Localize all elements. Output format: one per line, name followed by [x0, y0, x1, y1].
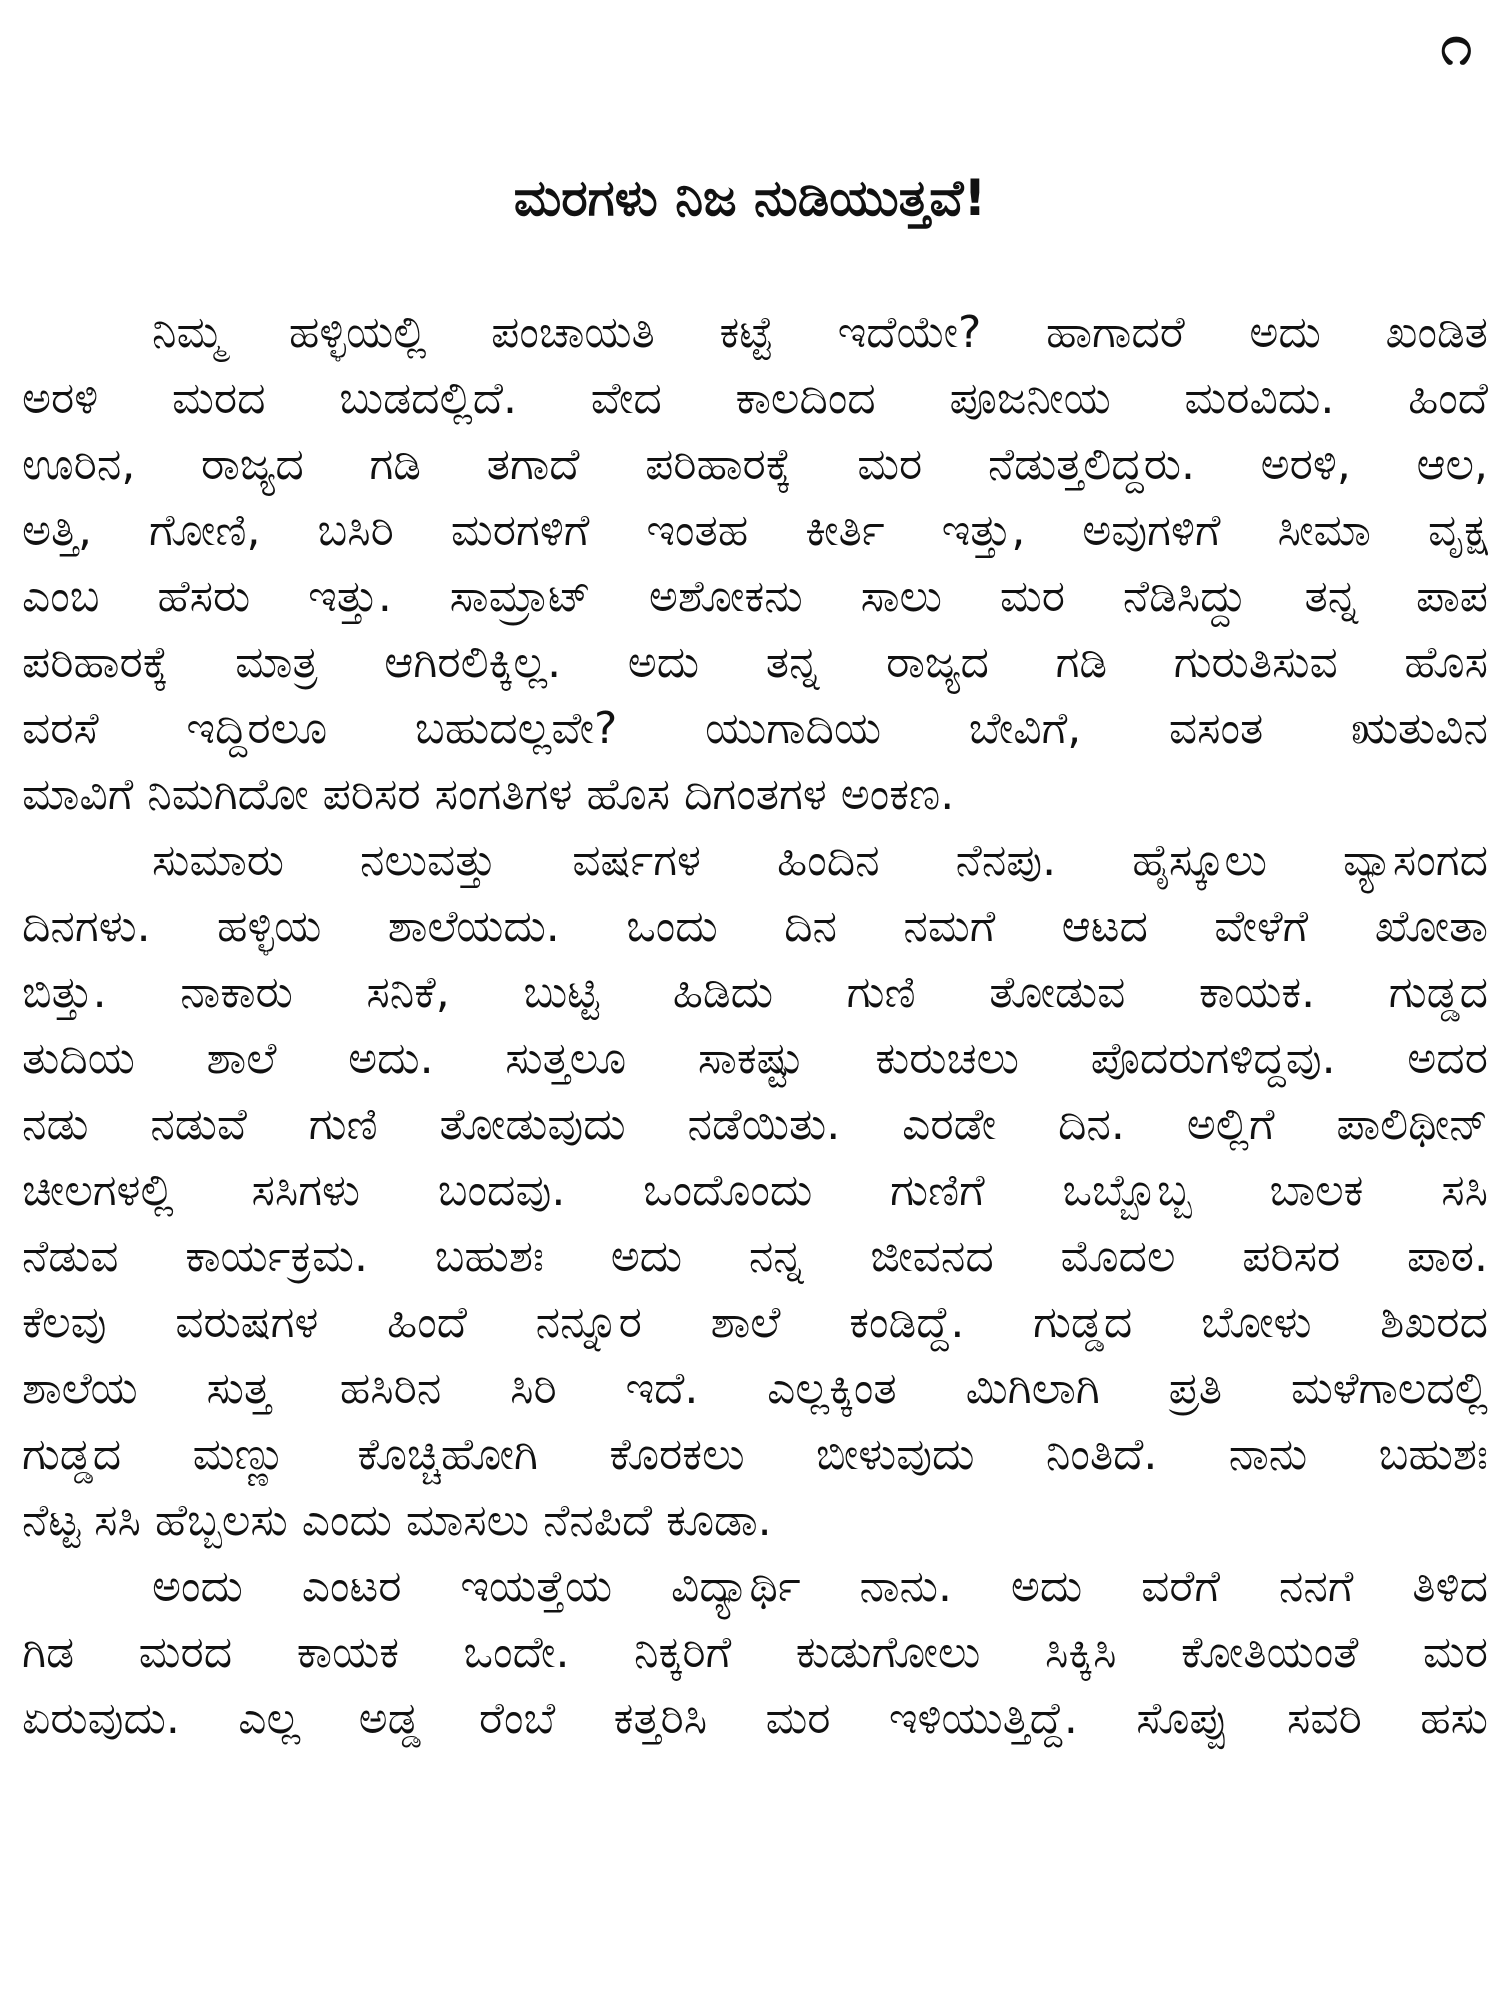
text-line: ಪರಿಹಾರಕ್ಕೆ ಮಾತ್ರ ಆಗಿರಲಿಕ್ಕಿಲ್ಲ. ಅದು ತನ್ನ ರಾಜ್ಯದ ಗಡಿ ಗುರುತಿಸುವ ಹೊಸ [22, 637, 1488, 688]
text-line: ಕೆಲವು ವರುಷಗಳ ಹಿಂದೆ ನನ್ನೂರ ಶಾಲೆ ಕಂಡಿದ್ದೆ. ಗುಡ್ಡದ ಬೋಳು ಶಿಖರದ [22, 1297, 1488, 1348]
text-line: ನಡು ನಡುವೆ ಗುಣಿ ತೋಡುವುದು ನಡೆಯಿತು. ಎರಡೇ ದಿನ. ಅಲ್ಲಿಗೆ ಪಾಲಿಥೀನ್ [22, 1099, 1488, 1150]
text-line: ಏರುವುದು. ಎಲ್ಲ ಅಡ್ಡ ರೆಂಬೆ ಕತ್ತರಿಸಿ ಮರ ಇಳಿಯುತ್ತಿದ್ದೆ. ಸೊಪ್ಪು ಸವರಿ ಹಸು [22, 1693, 1488, 1744]
text-line: ಬಿತ್ತು. ನಾಕಾರು ಸನಿಕೆ, ಬುಟ್ಟಿ ಹಿಡಿದು ಗುಣಿ ತೋಡುವ ಕಾಯಕ. ಗುಡ್ಡದ [22, 967, 1488, 1018]
text-line: ನೆಡುವ ಕಾರ್ಯಕ್ರಮ. ಬಹುಶಃ ಅದು ನನ್ನ ಜೀವನದ ಮೊದಲ ಪರಿಸರ ಪಾಠ. [22, 1231, 1488, 1282]
text-line: ಎಂಬ ಹೆಸರು ಇತ್ತು. ಸಾಮ್ರಾಟ್ ಅಶೋಕನು ಸಾಲು ಮರ ನೆಡಿಸಿದ್ದು ತನ್ನ ಪಾಪ [22, 571, 1488, 622]
text-line: ತುದಿಯ ಶಾಲೆ ಅದು. ಸುತ್ತಲೂ ಸಾಕಷ್ಟು ಕುರುಚಲು ಪೊದರುಗಳಿದ್ದವು. ಅದರ [22, 1033, 1488, 1084]
text-line: ಅರಳಿ ಮರದ ಬುಡದಲ್ಲಿದೆ. ವೇದ ಕಾಲದಿಂದ ಪೂಜನೀಯ ಮರವಿದು. ಹಿಂದೆ [22, 373, 1488, 424]
text-line: ಅತ್ತಿ, ಗೋಣಿ, ಬಸಿರಿ ಮರಗಳಿಗೆ ಇಂತಹ ಕೀರ್ತಿ ಇತ್ತು, ಅವುಗಳಿಗೆ ಸೀಮಾ ವೃಕ್ಷ [22, 505, 1488, 556]
page-title: ಮರಗಳು ನಿಜ ನುಡಿಯುತ್ತವೆ! [513, 169, 987, 227]
text-line: ಸುಮಾರು ನಲುವತ್ತು ವರ್ಷಗಳ ಹಿಂದಿನ ನೆನಪು. ಹೈಸ್ಕೂಲು ವ್ಯಾಸಂಗದ [152, 835, 1488, 886]
text-line: ಊರಿನ, ರಾಜ್ಯದ ಗಡಿ ತಗಾದೆ ಪರಿಹಾರಕ್ಕೆ ಮರ ನೆಡುತ್ತಲಿದ್ದರು. ಅರಳಿ, ಆಲ, [22, 439, 1488, 490]
text-line: ಮಾವಿಗೆ ನಿಮಗಿದೋ ಪರಿಸರ ಸಂಗತಿಗಳ ಹೊಸ ದಿಗಂತಗಳ ಅಂಕಣ. [22, 769, 955, 820]
text-line: ದಿನಗಳು. ಹಳ್ಳಿಯ ಶಾಲೆಯದು. ಒಂದು ದಿನ ನಮಗೆ ಆಟದ ವೇಳೆಗೆ ಖೋತಾ [22, 901, 1488, 952]
text-line: ಚೀಲಗಳಲ್ಲಿ ಸಸಿಗಳು ಬಂದವು. ಒಂದೊಂದು ಗುಣಿಗೆ ಒಬ್ಬೊಬ್ಬ ಬಾಲಕ ಸಸಿ [22, 1165, 1488, 1216]
text-line: ಗುಡ್ಡದ ಮಣ್ಣು ಕೊಚ್ಚಿಹೋಗಿ ಕೊರಕಲು ಬೀಳುವುದು ನಿಂತಿದೆ. ನಾನು ಬಹುಶಃ [22, 1429, 1488, 1480]
text-line: ನೆಟ್ಟ ಸಸಿ ಹೆಬ್ಬಲಸು ಎಂದು ಮಾಸಲು ನೆನಪಿದೆ ಕೂಡಾ. [22, 1495, 772, 1546]
page-number: ೧ [1440, 13, 1472, 78]
text-line: ಶಾಲೆಯ ಸುತ್ತ ಹಸಿರಿನ ಸಿರಿ ಇದೆ. ಎಲ್ಲಕ್ಕಿಂತ ಮಿಗಿಲಾಗಿ ಪ್ರತಿ ಮಳೆಗಾಲದಲ್ಲಿ [22, 1363, 1488, 1414]
text-line: ವರಸೆ ಇದ್ದಿರಲೂ ಬಹುದಲ್ಲವೇ? ಯುಗಾದಿಯ ಬೇವಿಗೆ, ವಸಂತ ಋತುವಿನ [22, 703, 1488, 754]
body-text [22, 300, 1488, 1752]
text-line: ಗಿಡ ಮರದ ಕಾಯಕ ಒಂದೇ. ನಿಕ್ಕರಿಗೆ ಕುಡುಗೋಲು ಸಿಕ್ಕಿಸಿ ಕೋತಿಯಂತೆ ಮರ [22, 1627, 1488, 1678]
text-line: ನಿಮ್ಮ ಹಳ್ಳಿಯಲ್ಲಿ ಪಂಚಾಯತಿ ಕಟ್ಟೆ ಇದೆಯೇ? ಹಾಗಾದರೆ ಅದು ಖಂಡಿತ [152, 307, 1488, 358]
text-line: ಅಂದು ಎಂಟರ ಇಯತ್ತೆಯ ವಿದ್ಯಾರ್ಥಿ ನಾನು. ಅದು ವರೆಗೆ ನನಗೆ ತಿಳಿದ [152, 1561, 1488, 1612]
